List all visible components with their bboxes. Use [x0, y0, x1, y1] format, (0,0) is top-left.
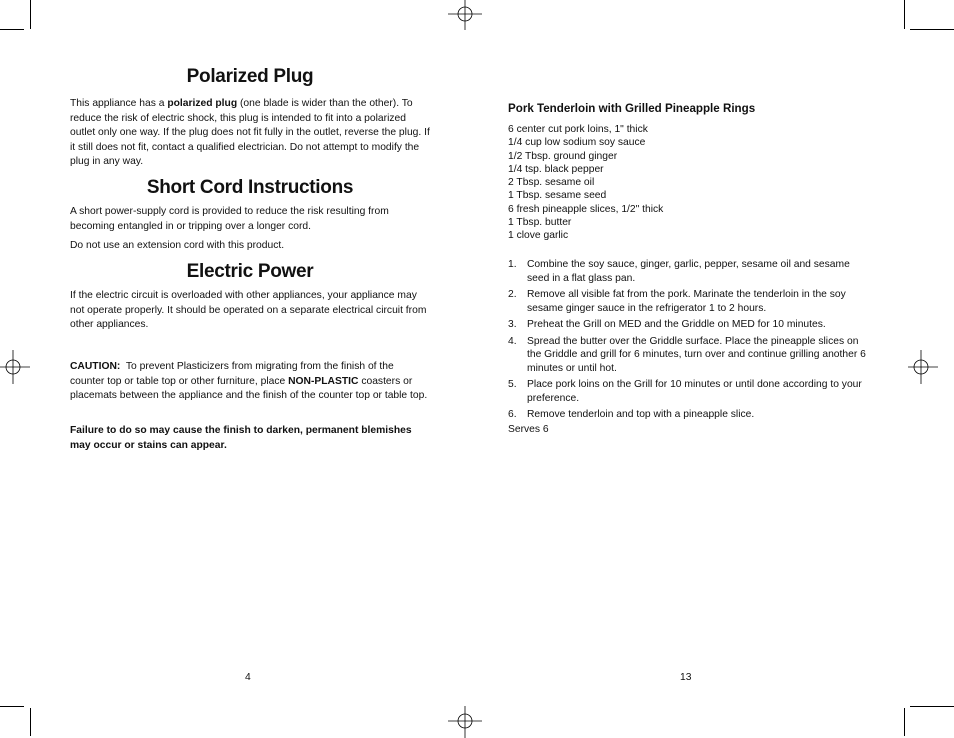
step-item [508, 335, 868, 376]
electric-power-heading: Electric Power [186, 261, 314, 282]
step-item [508, 408, 868, 422]
ingredient-item: 1 Tbsp. butter [508, 217, 572, 229]
caution-bold: NON-PLASTIC [288, 375, 359, 387]
caution-warning [70, 424, 430, 453]
step-number: 2. [508, 289, 517, 300]
crop-mark [910, 706, 954, 707]
ingredient-list [508, 123, 663, 243]
short-cord-text-2: Do not use an extension cord with this product. [70, 240, 285, 251]
polarized-post: (one blade is wider than the other). To reduce the risk of electric shock, this plug is intended to fit into a polarized outlet only one way. If the plug does not fit fully in the outlet, reverse the plug. If it still does not fit, contact a qualified electrician. Do not attempt to modify the plug in any way. [70, 98, 430, 167]
registration-mark-icon [904, 350, 938, 384]
registration-mark-icon [448, 704, 482, 738]
caution-label: CAUTION: [70, 361, 121, 372]
recipe-steps [508, 258, 868, 425]
step-number: 1. [508, 259, 517, 270]
caution-warning-bold: Failure to do so may cause the finish to darken, permanent blemishes may occur or stains can appear. [70, 425, 412, 451]
ingredient-item: 1/4 cup low sodium soy sauce [508, 137, 646, 149]
ingredient-item: 6 center cut pork loins, 1" thick [508, 124, 648, 135]
step-item [508, 318, 868, 332]
step-text: Remove tenderloin and top with a pineapple slice. [527, 409, 755, 420]
polarized-bold: polarized plug [167, 98, 238, 109]
crop-mark [0, 706, 24, 707]
ingredient-item: 1/2 Tbsp. ground ginger [508, 150, 618, 162]
registration-mark-icon [448, 0, 482, 34]
crop-mark [0, 29, 24, 30]
short-cord-heading: Short Cord Instructions [146, 177, 354, 198]
step-number: 4. [508, 335, 517, 347]
recipe-title: Pork Tenderloin with Grilled Pineapple Rings [508, 102, 756, 115]
polarized-plug-heading: Polarized Plug [186, 66, 314, 87]
step-text: Spread the butter over the Griddle surface. Place the pineapple slices on the Griddle and grill for 6 minutes, turn over and continue grilling another 6 minutes or until hot. [527, 335, 866, 374]
crop-mark [30, 708, 31, 736]
page-number-right: 13 [680, 672, 692, 683]
polarized-plug-text [70, 97, 430, 170]
step-item [508, 258, 868, 285]
step-text: Combine the soy sauce, ginger, garlic, pepper, sesame oil and sesame seed in a flat glass pan. [527, 259, 850, 284]
serves-text: Serves 6 [508, 424, 549, 435]
step-number: 3. [508, 319, 517, 330]
step-text: Remove all visible fat from the pork. Marinate the tenderloin in the soy sesame ginger sauce in the refrigerator 1 to 2 hours. [527, 289, 846, 314]
registration-mark-icon [0, 350, 34, 384]
step-text: Preheat the Grill on MED and the Griddle on MED for 10 minutes. [527, 319, 826, 330]
step-number: 6. [508, 409, 517, 420]
crop-mark [30, 0, 31, 29]
caution-text [70, 360, 430, 404]
ingredient-item: 6 fresh pineapple slices, 1/2" thick [508, 203, 664, 215]
caution-pre: To prevent Plasticizers from migrating from the finish of the counter top or table top or other furniture, place [70, 361, 397, 387]
short-cord-text-1: A short power-supply cord is provided to reduce the risk resulting from becoming entangled in or tripping over a longer cord. [70, 206, 389, 232]
ingredient-item: 2 Tbsp. sesame oil [508, 177, 595, 189]
ingredient-item: 1 clove garlic [508, 230, 569, 242]
step-text: Place pork loins on the Grill for 10 minutes or until done according to your preference. [527, 379, 862, 404]
caution-post: coasters or placemats between the appliance and the finish of the counter top or table top. [70, 375, 428, 401]
crop-mark [910, 29, 954, 30]
polarized-pre: This appliance has a [70, 98, 168, 109]
electric-power-text: If the electric circuit is overloaded with other appliances, your appliance may not operate properly. It should be operated on a separate electrical circuit from other appliances. [70, 290, 427, 330]
step-item [508, 378, 868, 405]
crop-mark [904, 0, 905, 29]
ingredient-item: 1/4 tsp. black pepper [508, 163, 604, 175]
page-number-left: 4 [245, 672, 251, 683]
ingredient-item: 1 Tbsp. sesame seed [508, 190, 607, 202]
step-item [508, 288, 868, 315]
crop-mark [904, 708, 905, 736]
step-number: 5. [508, 379, 517, 390]
